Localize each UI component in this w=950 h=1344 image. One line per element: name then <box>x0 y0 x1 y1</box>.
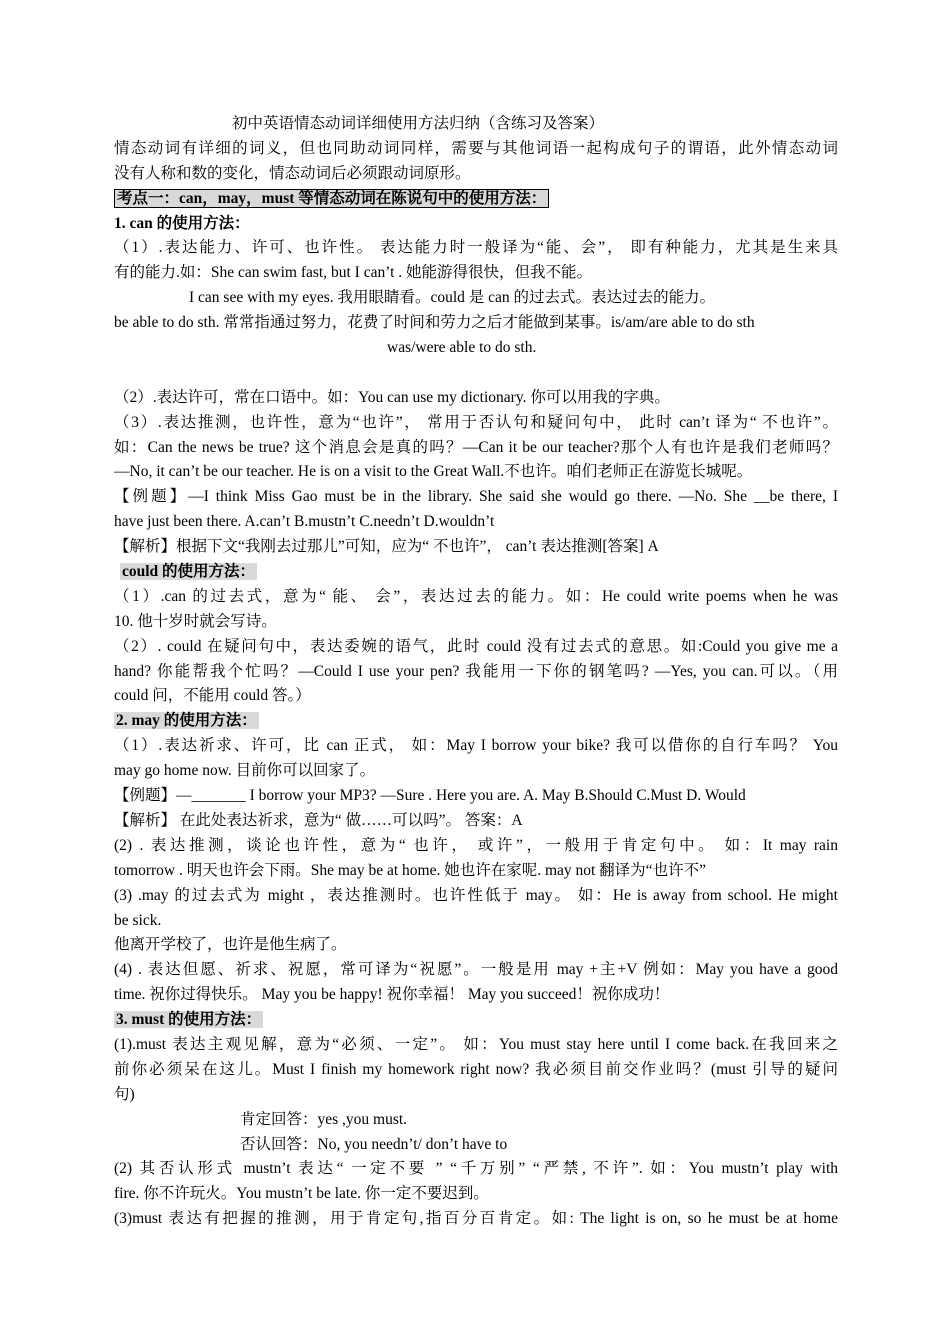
paragraph-line: 句) <box>114 1085 135 1103</box>
paragraph-line: （3）.表达推测，也许性，意为“也许”， 常用于否认句和疑问句中， 此时 can’t 译为“ 不也许”。 <box>114 413 838 431</box>
paragraph-line: time. 祝你过得快乐。 May you be happy! 祝你幸福！ May you succeed！祝你成功！ <box>114 986 670 1004</box>
paragraph-line: tomorrow . 明天也许会下雨。She may be at home. 她也许在家呢. may not 翻译为“也许不” <box>114 861 706 879</box>
document-body <box>114 112 838 1232</box>
section-heading-1: 考点一：can，may，must 等情态动词在陈说句中的使用方法： <box>114 189 549 208</box>
paragraph-line: 10. 他十岁时就会写诗。 <box>114 612 277 630</box>
subheading-can: 1. can 的使用方法： <box>114 214 250 232</box>
paragraph-line: （1）.表达祈求、许可，比 can 正式， 如：May I borrow your bike? 我可以借你的自行车吗？ You <box>114 737 838 755</box>
paragraph-line: 前你必须呆在这儿。Must I finish my homework right now? 我必须目前交作业吗？(must 引导的疑问 <box>114 1060 838 1078</box>
paragraph-line: I can see with my eyes. 我用眼睛看。could 是 can 的过去式。表达过去的能力。 <box>189 289 716 307</box>
paragraph-line: （1）.表达能力、许可、也许性。 表达能力时一般译为“能、会”， 即有种能力，尤其是生来具 <box>114 239 838 257</box>
paragraph-line: fire. 你不许玩火。You mustn’t be late. 你一定不要迟到。 <box>114 1185 489 1203</box>
analysis-line: 【解析】 在此处表达祈求，意为“ 做……可以吗”。 答案：A <box>114 811 523 829</box>
subheading <box>114 1008 838 1033</box>
paragraph-line: 如：Can the news be true? 这个消息会是真的吗？—Can it be our teacher?那个人有也许是我们老师吗？ <box>114 438 838 456</box>
paragraph-line: was/were able to do sth. <box>387 339 537 357</box>
section-heading <box>114 187 838 212</box>
blank-line <box>114 361 838 386</box>
subheading-may: 2. may 的使用方法： <box>116 712 257 730</box>
subheading <box>114 560 838 585</box>
paragraph-line: (4) . 表达但愿、祈求、祝愿，常可译为“祝愿”。一般是用 may +主+V 例如：May you have a good <box>114 961 838 979</box>
example-line: have just been there. A.can’t B.mustn’t C.needn’t D.wouldn’t <box>114 513 495 531</box>
paragraph-line: (3) .may 的过去式为 might ，表达推测时。也许性低于 may。 如：He is away from school. He might <box>114 886 838 904</box>
paragraph-line: (2) . 表达推测，谈论也许性，意为“ 也许， 或许”，一般用于肯定句中。 如：It may rain <box>114 836 838 854</box>
paragraph-line: (1).must 表达主观见解，意为“必须、一定”。 如：You must stay here until I come back.在我回来之 <box>114 1035 838 1053</box>
paragraph-line: (3)must 表达有把握的推测，用于肯定句,指百分百肯定。如: The light is on, so he must be at home <box>114 1210 838 1228</box>
paragraph-line: could 问，不能用 could 答。） <box>114 687 311 705</box>
paragraph-line: 他离开学校了，也许是他生病了。 <box>114 936 347 954</box>
answer-line: 否认回答：No, you needn’t/ don’t have to <box>240 1135 508 1153</box>
subheading-could: could 的使用方法： <box>122 563 256 581</box>
subheading-must: 3. must 的使用方法： <box>116 1011 262 1029</box>
subheading <box>114 709 838 734</box>
paragraph-line: hand? 你能帮我个忙吗？—Could I use your pen? 我能用一下你的钢笔吗? —Yes, you can.可以。（用 <box>114 662 838 680</box>
paragraph-line: 有的能力.如：She can swim fast, but I can’t . 她能游得很快，但我不能。 <box>114 264 593 282</box>
paragraph-line: be sick. <box>114 911 162 929</box>
example-line: 【例题】—_______ I borrow your MP3? —Sure . Here you are. A. May B.Should C.Must D. Would <box>114 787 746 805</box>
paragraph-line: 没有人称和数的变化，情态动词后必须跟动词原形。 <box>114 164 471 182</box>
example-line: 【例题】—I think Miss Gao must be in the library. She said she would go there. —No. She __be there, I <box>114 488 838 506</box>
paragraph-line: （2）.表达许可，常在口语中。如：You can use my dictionary. 你可以用我的字典。 <box>114 388 670 406</box>
paragraph-line: 情态动词有详细的词义，但也同助动词同样，需要与其他词语一起构成句子的谓语，此外情态动词 <box>114 139 838 157</box>
paragraph-line: —No, it can’t be our teacher. He is on a visit to the Great Wall.不也许。咱们老师正在游览长城呢。 <box>114 463 753 481</box>
paragraph-line: be able to do sth. 常常指通过努力，花费了时间和劳力之后才能做到某事。is/am/are able to do sth <box>114 314 755 332</box>
document-title: 初中英语情态动词详细使用方法归纳（含练习及答案） <box>232 115 605 132</box>
paragraph-line: （2）. could 在疑问句中，表达委婉的语气，此时 could 没有过去式的意思。如:Could you give me a <box>114 637 838 655</box>
paragraph-line: （1）.can 的过去式，意为“ 能、 会”，表达过去的能力。如：He could write poems when he was <box>114 587 838 605</box>
paragraph-line: may go home now. 目前你可以回家了。 <box>114 762 376 780</box>
answer-line: 肯定回答：yes ,you must. <box>240 1110 408 1128</box>
analysis-line: 【解析】根据下文“我刚去过那儿”可知，应为“ 不也许”， can’t 表达推测[答案] A <box>114 538 659 556</box>
paragraph-line: (2) 其否认形式 mustn’t 表达“ 一定不要 ” “千万别” “严禁, 不许”. 如：You mustn’t play with <box>114 1160 838 1178</box>
